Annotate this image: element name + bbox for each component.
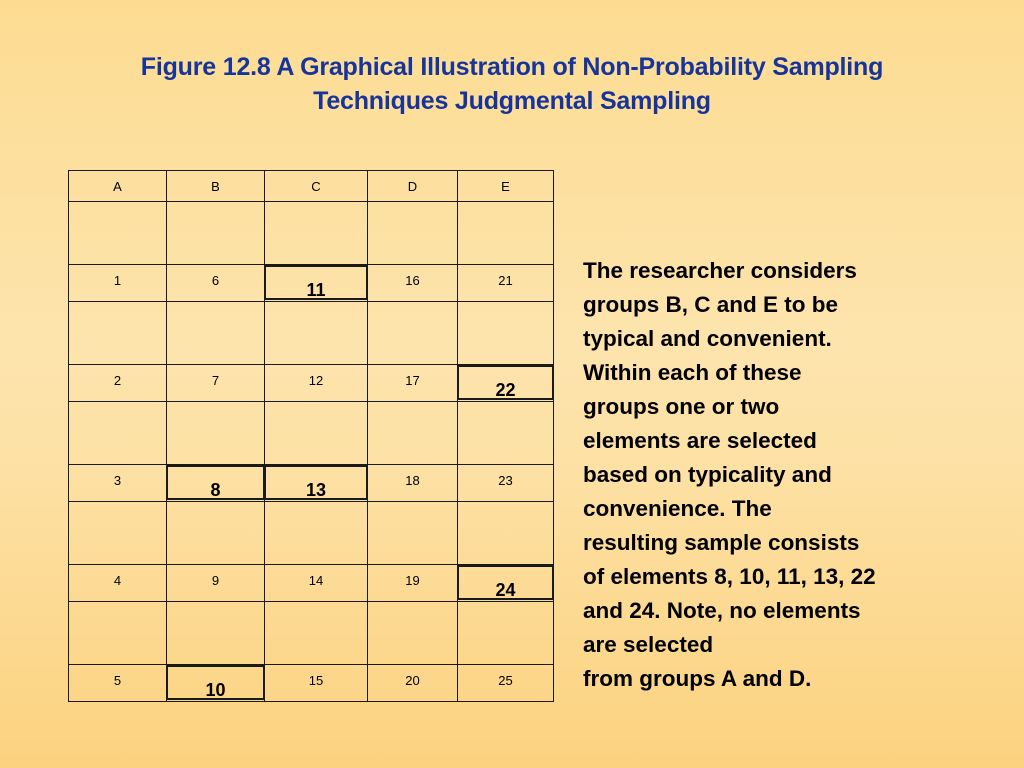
element-label: 12 <box>308 373 324 388</box>
element-cell-21 <box>458 265 554 302</box>
element-label: 18 <box>405 473 420 488</box>
element-cell-14 <box>265 565 368 602</box>
explanation-line: convenience. The <box>583 496 772 521</box>
explanation-line: from groups A and D. <box>583 666 812 691</box>
explanation-line: are selected <box>583 632 714 657</box>
grid-spacer-row <box>69 502 554 565</box>
grid-element-row <box>69 565 554 602</box>
explanation-line: based on typicality and <box>583 462 832 487</box>
grid-empty-cell <box>458 402 554 465</box>
explanation-line: resulting sample consists <box>583 530 860 555</box>
explanation-line: groups one or two <box>583 394 780 419</box>
element-label: 23 <box>498 473 513 488</box>
element-cell-5 <box>69 665 167 702</box>
group-header-label: E <box>501 179 510 194</box>
grid-empty-cell <box>265 302 368 365</box>
grid-spacer-row <box>69 302 554 365</box>
figure-title-line-2: Techniques Judgmental Sampling <box>313 87 711 115</box>
group-header-label: B <box>211 179 220 194</box>
element-cell-3 <box>69 465 167 502</box>
grid-empty-cell <box>167 202 265 265</box>
element-cell-7 <box>167 365 265 402</box>
element-label: 4 <box>113 573 122 588</box>
grid-empty-cell <box>167 402 265 465</box>
grid-empty-cell <box>265 402 368 465</box>
element-label: 17 <box>405 373 420 388</box>
explanation-line: elements are selected <box>583 428 817 453</box>
explanation-line: and 24. Note, no elements <box>583 598 861 623</box>
element-cell-12 <box>265 365 368 402</box>
explanation-line: typical and convenient. <box>583 326 832 351</box>
element-label: 3 <box>113 473 122 488</box>
grid-empty-cell <box>265 602 368 665</box>
explanation-line: Within each of these <box>583 360 802 385</box>
element-cell-10 <box>167 665 265 702</box>
element-label: 19 <box>405 573 420 588</box>
group-header-b <box>167 171 265 202</box>
element-label: 6 <box>211 273 220 288</box>
element-cell-9 <box>167 565 265 602</box>
explanation-line: groups B, C and E to be <box>583 292 839 317</box>
element-cell-25 <box>458 665 554 702</box>
grid-empty-cell <box>69 602 167 665</box>
element-cell-20 <box>368 665 458 702</box>
explanation-line: The researcher considers <box>583 258 857 283</box>
element-cell-2 <box>69 365 167 402</box>
explanation-line: of elements 8, 10, 11, 13, 22 <box>583 564 876 589</box>
element-cell-16 <box>368 265 458 302</box>
selected-element-box: 22 <box>457 365 554 400</box>
element-cell-15 <box>265 665 368 702</box>
element-label: 9 <box>211 573 220 588</box>
grid-empty-cell <box>458 202 554 265</box>
selected-element-box: 11 <box>264 265 368 300</box>
grid-empty-cell <box>368 202 458 265</box>
element-cell-6 <box>167 265 265 302</box>
selected-element-box: 13 <box>264 465 368 500</box>
grid-empty-cell <box>69 202 167 265</box>
sampling-grid <box>68 170 554 702</box>
grid-empty-cell <box>69 402 167 465</box>
grid-empty-cell <box>265 502 368 565</box>
element-label: 14 <box>308 573 324 588</box>
grid-empty-cell <box>167 602 265 665</box>
element-label: 1 <box>113 273 122 288</box>
element-cell-1 <box>69 265 167 302</box>
element-cell-18 <box>368 465 458 502</box>
figure-title-line-1: Figure 12.8 A Graphical Illustration of Non-Probability Sampling <box>140 53 884 81</box>
grid-empty-cell <box>265 202 368 265</box>
group-header-label: C <box>311 179 321 194</box>
selected-element-box: 10 <box>166 665 265 700</box>
element-label: 2 <box>113 373 122 388</box>
grid-empty-cell <box>69 302 167 365</box>
grid-header-row <box>69 171 554 202</box>
selected-element-box: 24 <box>457 565 554 600</box>
grid-empty-cell <box>458 502 554 565</box>
selected-element-box: 8 <box>166 465 265 500</box>
grid-element-row <box>69 465 554 502</box>
grid-empty-cell <box>368 402 458 465</box>
grid-empty-cell <box>167 502 265 565</box>
figure-title <box>0 50 1024 118</box>
group-header-d <box>368 171 458 202</box>
grid-empty-cell <box>368 502 458 565</box>
element-cell-23 <box>458 465 554 502</box>
element-cell-11 <box>265 265 368 302</box>
group-header-e <box>458 171 554 202</box>
grid-element-row <box>69 365 554 402</box>
element-label: 25 <box>498 673 513 688</box>
grid-empty-cell <box>368 302 458 365</box>
grid-spacer-row <box>69 402 554 465</box>
element-cell-17 <box>368 365 458 402</box>
element-label: 16 <box>405 273 420 288</box>
element-cell-22 <box>458 365 554 402</box>
grid-empty-cell <box>458 602 554 665</box>
element-cell-4 <box>69 565 167 602</box>
element-label: 20 <box>405 673 420 688</box>
element-label: 5 <box>113 673 122 688</box>
group-header-label: D <box>407 179 418 194</box>
element-label: 7 <box>211 373 220 388</box>
element-cell-13 <box>265 465 368 502</box>
sampling-grid-body <box>69 171 554 702</box>
group-header-label: A <box>113 179 122 194</box>
group-header-c <box>265 171 368 202</box>
element-cell-8 <box>167 465 265 502</box>
element-label: 21 <box>498 273 513 288</box>
group-header-a <box>69 171 167 202</box>
grid-spacer-row <box>69 602 554 665</box>
grid-spacer-row <box>69 202 554 265</box>
element-cell-19 <box>368 565 458 602</box>
explanation-text <box>583 254 1013 696</box>
grid-empty-cell <box>458 302 554 365</box>
element-label: 15 <box>308 673 324 688</box>
grid-empty-cell <box>69 502 167 565</box>
grid-element-row <box>69 265 554 302</box>
grid-element-row <box>69 665 554 702</box>
grid-empty-cell <box>167 302 265 365</box>
grid-empty-cell <box>368 602 458 665</box>
element-cell-24 <box>458 565 554 602</box>
